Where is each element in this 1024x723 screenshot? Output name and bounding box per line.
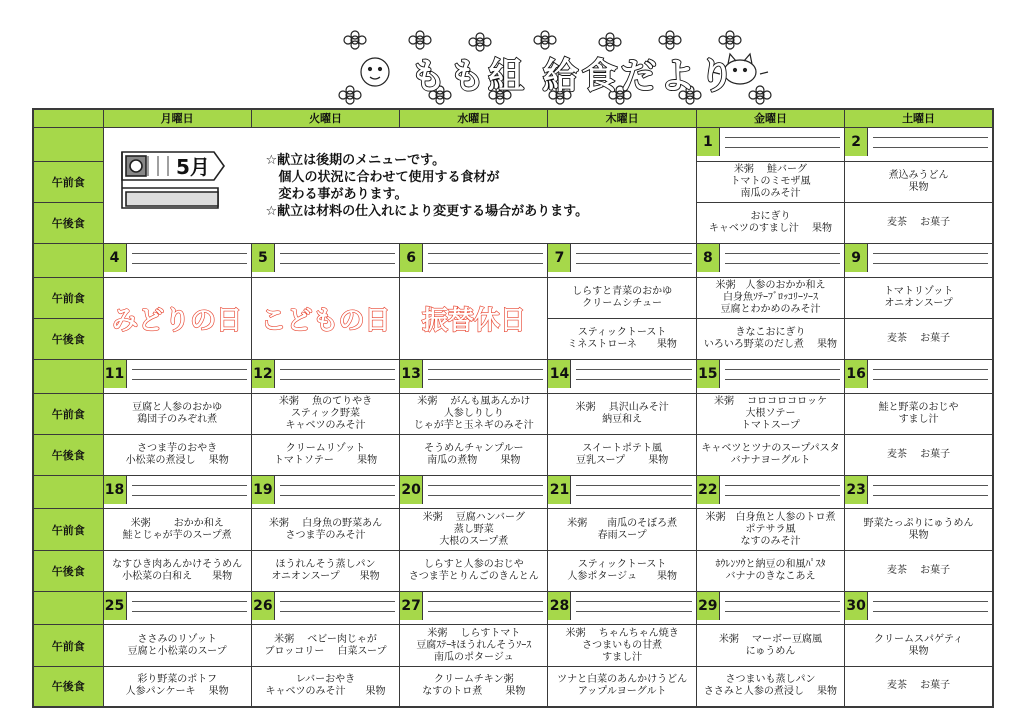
row-label-am: 午前食 [33,277,103,319]
date-cell [845,128,993,162]
date-cell [696,591,844,625]
meal-cell-pm: スティックトースト 人参ポタージュ 果物 [548,551,696,592]
holiday-label: こどもの日 [251,277,399,359]
meal-cell-am: 鮭と野菜のおじや すまし汁 [845,393,993,435]
meal-cell-am: しらすと青菜のおかゆ クリームシチュー [548,277,696,319]
holiday-label: 振替休日 [400,277,548,359]
meal-cell-pm: ほうれんそう蒸しパン オニオンスープ 果物 [251,551,399,592]
date-number: 26 [252,592,275,620]
day-header-thu: 木曜日 [548,109,696,128]
notice-text [266,152,589,220]
label-spacer [33,128,103,162]
holiday-label: みどりの日 [103,277,251,359]
row-label-am: 午前食 [33,393,103,435]
meal-cell-pm: そうめんチャンプルー 南瓜の煮物 果物 [400,435,548,476]
meal-cell-am: ささみのリゾット 豆腐と小松菜のスープ [103,625,251,667]
date-cell [548,243,696,277]
date-cell [548,591,696,625]
meal-cell-am: 米粥 ベビー肉じゃが ブロッコリー 白菜スープ [251,625,399,667]
date-number: 16 [845,360,868,388]
notice-line: ☆献立は後期のメニューです。 [265,153,446,169]
meal-cell-pm: なすひき肉あんかけそうめん 小松菜の白和え 果物 [103,551,251,592]
meal-cell-am: 米粥 おかか和え 鮭とじゃが芋のスープ煮 [103,509,251,551]
date-cell [251,591,399,625]
date-number: 12 [252,360,275,388]
meal-cell-am: 米粥 マーボー豆腐風 にゅうめん [696,625,844,667]
meal-cell-pm: クリームリゾット トマトソテー 果物 [251,435,399,476]
date-number: 9 [845,244,868,272]
corner-cell [33,109,103,128]
date-cell [251,243,399,277]
date-cell [845,243,993,277]
date-number: 15 [697,360,720,388]
date-cell [251,359,399,393]
meal-cell-am: 米粥 具沢山みそ汁 納豆和え [548,393,696,435]
meal-cell-am: 豆腐と人参のおかゆ 鶏団子のみぞれ煮 [103,393,251,435]
meal-cell-pm: 彩り野菜のポトフ 人参パンケーキ 果物 [103,666,251,707]
day-header-sat: 土曜日 [845,109,993,128]
date-number: 13 [400,360,423,388]
meal-cell-am: 米粥 白身魚の野菜あん さつま芋のみそ汁 [251,509,399,551]
date-cell [696,128,844,162]
date-cell [548,475,696,509]
day-header-wed: 水曜日 [400,109,548,128]
header-banner [0,0,1024,108]
date-number: 23 [845,476,868,504]
label-spacer [33,243,103,277]
date-number: 5 [252,244,275,272]
meal-cell-am: 米粥 南瓜のそぼろ煮 春雨スープ [548,509,696,551]
date-number: 11 [104,360,127,388]
meal-cell-am: 米粥 魚のてりやき スティック野菜 キャベツのみそ汁 [251,393,399,435]
notice-line: ☆献立は材料の仕入れにより変更する場合があります。 [265,204,589,220]
meal-cell-am: 米粥 鮭バーグ トマトのミモザ風 南瓜のみそ汁 [696,161,844,203]
notice-line: 変わる事があります。 [265,187,408,203]
label-spacer [33,359,103,393]
date-number: 19 [252,476,275,504]
row-label-am: 午前食 [33,509,103,551]
meal-cell-am: 米粥 白身魚と人参のトロ煮 ポテサラ風 なすのみそ汁 [696,509,844,551]
date-number: 27 [400,592,423,620]
date-number: 22 [697,476,720,504]
notice-panel [103,128,696,244]
meal-cell-pm: さつま芋のおやき 小松菜の煮浸し 果物 [103,435,251,476]
date-cell [845,359,993,393]
month-label: 5月 [175,155,210,180]
date-cell [400,475,548,509]
date-cell [103,243,251,277]
meal-cell-pm: 麦茶 お菓子 [845,666,993,707]
meal-cell-pm: ツナと白菜のあんかけうどん アップルヨーグルト [548,666,696,707]
meal-cell-am: 野菜たっぷりにゅうめん 果物 [845,509,993,551]
day-header-tue: 火曜日 [251,109,399,128]
meal-cell-am: 米粥 がんも風あんかけ 人参しりしり じゃが芋と玉ネギのみそ汁 [400,393,548,435]
meal-cell-pm: キャベツとツナのスープパスタ バナナヨーグルト [696,435,844,476]
row-label-pm: 午後食 [33,319,103,360]
koinobori-month-icon [118,144,228,220]
meal-cell-am: 米粥 ちゃんちゃん焼き さつまいもの甘煮 すまし汁 [548,625,696,667]
meal-cell-am: 米粥 しらすトマト 豆腐ｽﾃｰｷほうれんそうｿｰｽ 南瓜のポタージュ [400,625,548,667]
date-number: 21 [548,476,571,504]
notice-line: 個人の状況に合わせて使用する食材が [265,170,500,186]
date-number: 20 [400,476,423,504]
date-number: 29 [697,592,720,620]
meal-cell-pm: 麦茶 お菓子 [845,203,993,244]
date-cell [548,359,696,393]
day-header-fri: 金曜日 [696,109,844,128]
date-cell [696,359,844,393]
date-number: 7 [548,244,571,272]
date-cell [251,475,399,509]
meal-cell-am: クリームスパゲティ 果物 [845,625,993,667]
meal-cell-pm: おにぎり キャベツのすまし汁 果物 [696,203,844,244]
date-number: 1 [697,128,720,156]
page-title: もも組 給食だより [410,56,738,97]
date-number: 25 [104,592,127,620]
date-cell [845,475,993,509]
day-header-mon: 月曜日 [103,109,251,128]
meal-cell-pm: 麦茶 お菓子 [845,551,993,592]
menu-calendar-table [32,108,994,708]
meal-cell-am: トマトリゾット オニオンスープ [845,277,993,319]
meal-cell-pm: スイートポテト風 豆乳スープ 果物 [548,435,696,476]
date-cell [400,591,548,625]
meal-cell-am: 煮込みうどん 果物 [845,161,993,203]
meal-cell-am: 米粥 豆腐ハンバーグ 蒸し野菜 大根のスープ煮 [400,509,548,551]
meal-cell-pm: 麦茶 お菓子 [845,319,993,360]
date-cell [400,359,548,393]
meal-cell-pm: 麦茶 お菓子 [845,435,993,476]
meal-cell-am: 米粥 人参のおかか和え 白身魚ｿﾃｰﾌﾞﾛｯｺﾘｰｿｰｽ 豆腐とわかめのみそ汁 [696,277,844,319]
meal-cell-pm: レバーおやき キャベツのみそ汁 果物 [251,666,399,707]
date-cell [103,359,251,393]
date-cell [845,591,993,625]
row-label-am: 午前食 [33,625,103,667]
meal-cell-am: 米粥 コロコロコロッケ 大根ソテー トマトスープ [696,393,844,435]
date-number: 6 [400,244,423,272]
date-number: 14 [548,360,571,388]
meal-cell-pm: きなこおにぎり いろいろ野菜のだし煮 果物 [696,319,844,360]
label-spacer [33,591,103,625]
meal-cell-pm: ﾎｳﾚﾝｿｳと納豆の和風ﾊﾟｽﾀ バナナのきなこあえ [696,551,844,592]
row-label-pm: 午後食 [33,666,103,707]
date-cell [103,591,251,625]
row-label-pm: 午後食 [33,203,103,244]
row-label-am: 午前食 [33,161,103,203]
date-cell [103,475,251,509]
meal-cell-pm: しらすと人参のおじや さつま芋とりんごのきんとん [400,551,548,592]
meal-cell-pm: スティックトースト ミネストローネ 果物 [548,319,696,360]
date-cell [400,243,548,277]
label-spacer [33,475,103,509]
row-label-pm: 午後食 [33,435,103,476]
date-number: 2 [845,128,868,156]
row-label-pm: 午後食 [33,551,103,592]
date-cell [696,475,844,509]
meal-cell-pm: クリームチキン粥 なすのトロ煮 果物 [400,666,548,707]
date-number: 8 [697,244,720,272]
date-number: 30 [845,592,868,620]
date-cell [696,243,844,277]
date-number: 18 [104,476,127,504]
date-number: 4 [104,244,127,272]
date-number: 28 [548,592,571,620]
meal-cell-pm: さつまいも蒸しパン ささみと人参の煮浸し 果物 [696,666,844,707]
